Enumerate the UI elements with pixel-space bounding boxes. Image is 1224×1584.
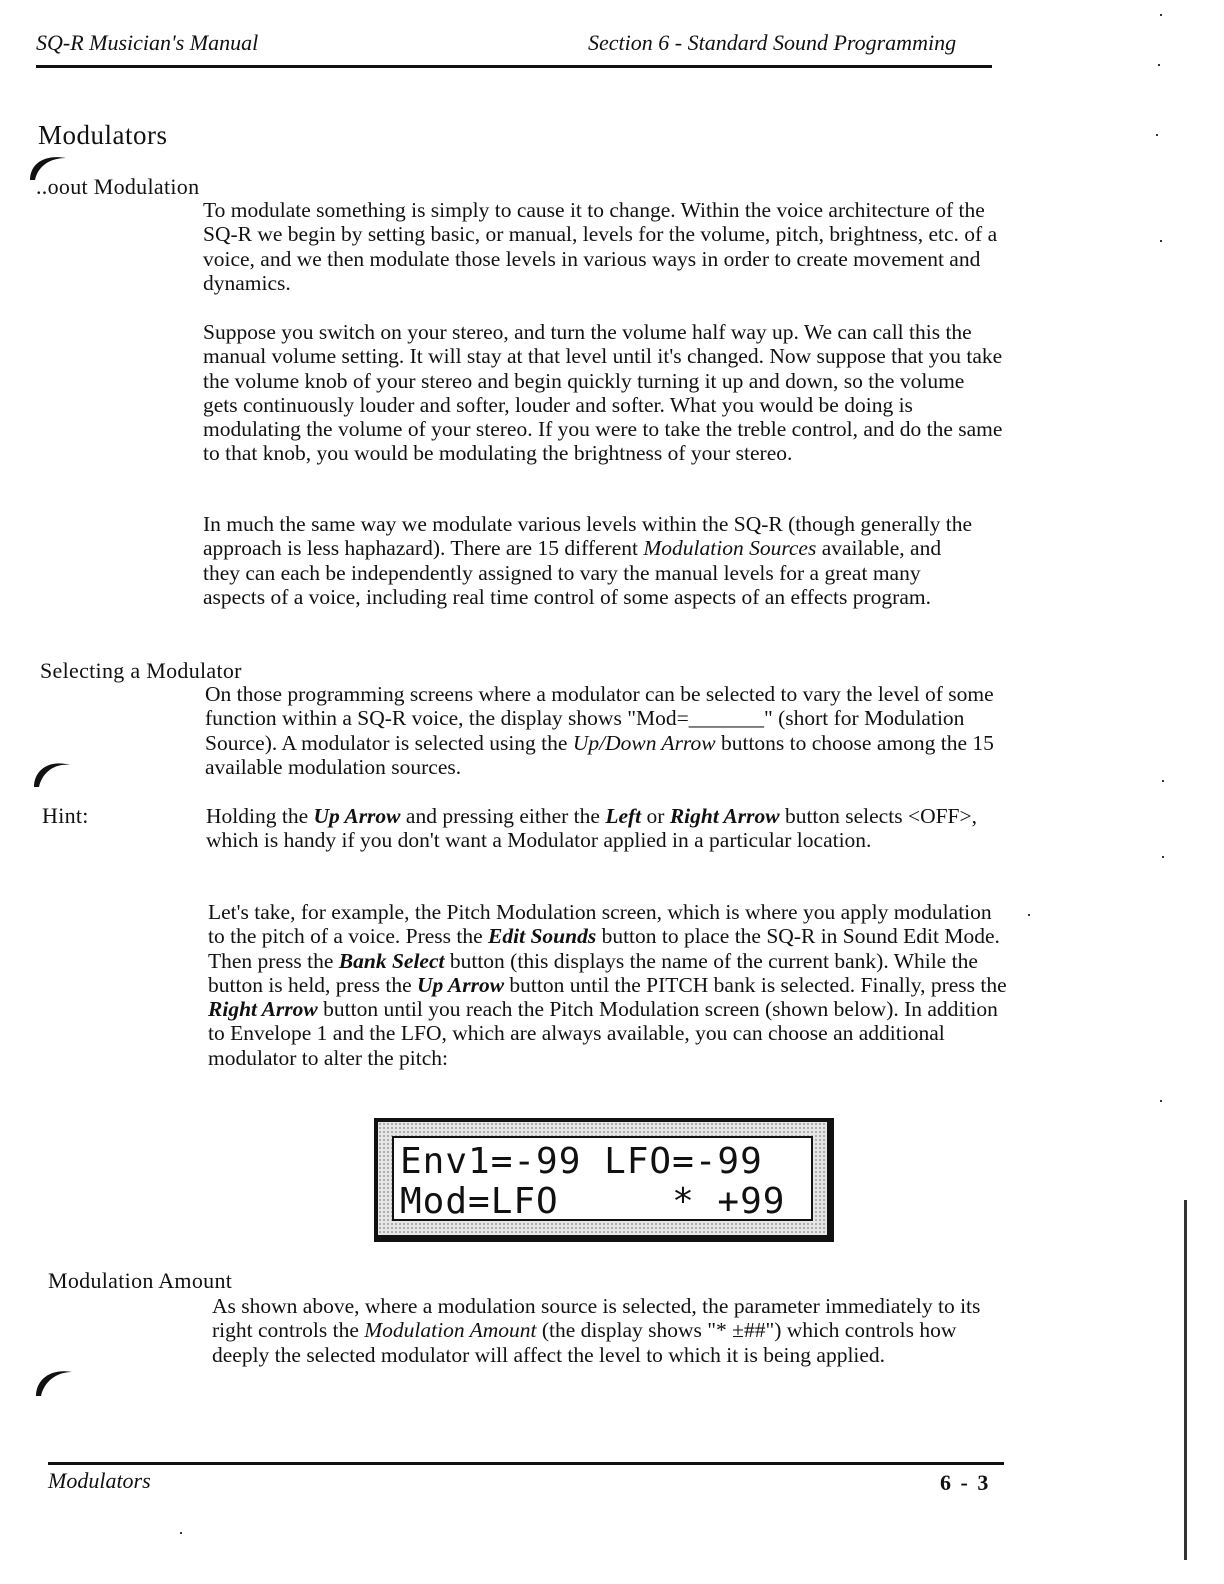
header-rule	[36, 65, 992, 68]
lcd-line-1: Env1=-99 LFO=-99	[400, 1141, 763, 1182]
amount-paragraph: As shown above, where a modulation source is selected, the parameter immediately to its right controls the Modulation Amount (the display shows "* ±##") which controls how deeply the selected modulator will affect the level to which it is being applied.	[212, 1294, 981, 1367]
scan-speck	[1160, 14, 1162, 16]
page-number: 6 - 3	[940, 1470, 991, 1495]
scan-speck	[1156, 134, 1158, 136]
lcd-line-2: Mod=LFO * +99	[400, 1181, 786, 1222]
about-paragraph-2: Suppose you switch on your stereo, and turn the volume half way up. We can call this the manual volume setting. It will stay at that level until it's changed. Now suppose that you take the volume knob of your stereo and begin quickly turning it up and down, so the volume gets continuously louder and softer, louder and softer. What you would be doing is modulating the volume of your stereo. If you were to take the treble control, and do the same to that knob, you would be modulating the brightness of your stereo.	[203, 320, 1003, 466]
scan-speck	[1162, 780, 1164, 782]
hint-paragraph: Holding the Up Arrow and pressing either the Left or Right Arrow button selects <OFF>, which is handy if you don't want a Modulator applied in a particular location.	[206, 804, 978, 853]
about-paragraph-3: In much the same way we modulate various levels within the SQ-R (though generally the approach is less haphazard). There are 15 different Modulation Sources available, and they can each be independently assigned to vary the manual levels for a great many aspects of a voice, including real time control of some aspects of an effects program.	[203, 512, 973, 609]
lcd-bezel	[378, 1122, 827, 1235]
example-paragraph: Let's take, for example, the Pitch Modulation screen, which is where you apply modulation to the pitch of a voice. Press the Edit Sounds button to place the SQ-R in Sound Edit Mode. Then press the Bank Select button (this displays the name of the current bank). While the button is held, press the Up Arrow button until the PITCH bank is selected. Finally, press the Right Arrow button until you reach the Pitch Modulation screen (shown below). In addition to Envelope 1 and the LFO, which are always available, you can choose an additional modulator to alter the pitch:	[208, 900, 1007, 1070]
scan-speck	[1162, 856, 1164, 858]
section-heading-about: ..oout Modulation	[36, 174, 200, 199]
tab-marker-icon	[32, 1362, 76, 1398]
scan-speck	[1158, 64, 1160, 66]
scan-speck	[180, 1532, 182, 1534]
section-heading-selecting: Selecting a Modulator	[40, 658, 242, 683]
hint-label: Hint:	[42, 803, 89, 828]
header-manual-title: SQ-R Musician's Manual	[36, 30, 259, 55]
lcd-screen	[392, 1136, 813, 1221]
footer-rule	[48, 1462, 1004, 1465]
lcd-display	[374, 1118, 834, 1242]
section-heading-amount: Modulation Amount	[48, 1268, 233, 1293]
page-title: Modulators	[38, 120, 168, 150]
about-paragraph-1: To modulate something is simply to cause it to change. Within the voice architecture of the SQ-R we begin by setting basic, or manual, levels for the volume, pitch, brightness, etc. of a voice, and we then modulate those levels in various ways in order to create movement and dynamics.	[203, 198, 998, 295]
selecting-paragraph: On those programming screens where a modulator can be selected to vary the level of some function within a SQ-R voice, the display shows "Mod=_______" (short for Modulation Source). A modulator is selected using the Up/Down Arrow buttons to choose among the 15 available modulation sources.	[205, 682, 994, 779]
scan-speck	[1160, 240, 1162, 242]
scan-edge	[1184, 1200, 1187, 1560]
footer-chapter: Modulators	[48, 1468, 151, 1493]
scan-speck	[1160, 1100, 1162, 1102]
scan-speck	[1028, 914, 1030, 916]
tab-marker-icon	[30, 755, 74, 791]
header-section-title: Section 6 - Standard Sound Programming	[588, 30, 957, 55]
